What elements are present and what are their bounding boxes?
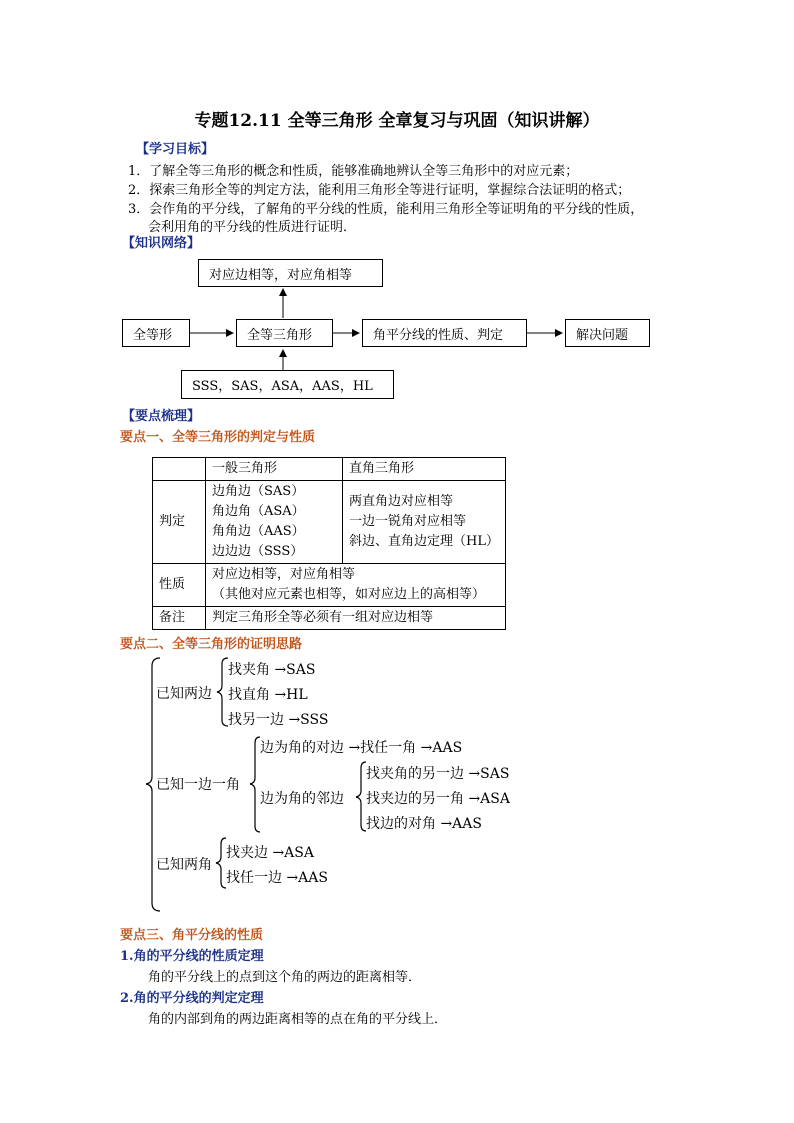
table-header-cell: 直角三角形 (343, 458, 506, 481)
brace-adjacent (356, 762, 366, 831)
brace-two-sides (217, 658, 228, 726)
proof-group-two-angles: 已知两角 (156, 857, 212, 873)
theorem-text: 角的内部到角的两边距离相等的点在角的平分线上． (148, 1012, 448, 1027)
network-box-right1: 角平分线的性质、判定 (362, 319, 527, 347)
brace-side-angle (250, 737, 260, 832)
network-heading: 【知识网络】 (122, 236, 201, 251)
proof-item: 找夹边的另一角 →ASA (366, 791, 510, 807)
goal-item: 会利用角的平分线的性质进行证明． (148, 220, 357, 235)
table-cell: 两直角边对应相等 一边一锐角对应相等 斜边、直角边定理（HL） (343, 481, 506, 564)
proof-group-two-sides: 已知两边 (156, 686, 212, 702)
theorem-heading: 2.角的平分线的判定定理 (120, 991, 264, 1006)
theorem-heading: 1.角的平分线的性质定理 (120, 949, 264, 964)
proof-item: 找夹边 →ASA (226, 845, 314, 861)
proof-item: 找任一边 →AAS (226, 870, 328, 886)
proof-group-side-angle: 已知一边一角 (156, 777, 240, 793)
proof-item: 边为角的对边 →找任一角 →AAS (260, 740, 463, 756)
table-cell: 判定三角形全等必须有一组对应边相等 (206, 607, 506, 630)
network-box-right2: 解决问题 (565, 319, 650, 347)
network-box-left: 全等形 (122, 319, 190, 347)
proof-item: 找夹角 →SAS (228, 662, 316, 678)
table-cell: 边角边（SAS） 角边角（ASA） 角角边（AAS） 边边边（SSS） (206, 481, 343, 564)
proof-item: 找夹角的另一边 →SAS (366, 766, 510, 782)
goal-item: 1．了解全等三角形的概念和性质，能够准确地辨认全等三角形中的对应元素； (128, 164, 579, 179)
proof-subgroup-adjacent: 边为角的邻边 (260, 791, 344, 807)
brace-two-angles (216, 838, 226, 888)
point3-heading: 要点三、角平分线的性质 (120, 928, 264, 943)
point2-heading: 要点二、全等三角形的证明思路 (120, 637, 303, 652)
table-cell: 对应边相等，对应角相等 （其他对应元素也相等，如对应边上的高相等） (206, 564, 506, 607)
proof-item: 找边的对角 →AAS (366, 816, 482, 832)
table-header-cell: 一般三角形 (206, 458, 343, 481)
network-box-bottom: SSS，SAS，ASA，AAS，HL (181, 370, 394, 399)
summary-heading: 【要点梳理】 (122, 409, 201, 424)
point1-heading: 要点一、全等三角形的判定与性质 (120, 430, 316, 445)
row-label: 性质 (153, 564, 206, 607)
row-label: 判定 (153, 481, 206, 564)
network-box-top: 对应边相等，对应角相等 (198, 259, 383, 287)
page-title: 专题12.11 全等三角形 全章复习与巩固（知识讲解） (194, 111, 600, 131)
goal-item: 3．会作角的平分线，了解角的平分线的性质，能利用三角形全等证明角的平分线的性质， (128, 202, 644, 217)
network-box-center: 全等三角形 (236, 319, 333, 347)
row-label: 备注 (153, 607, 206, 630)
theorem-text: 角的平分线上的点到这个角的两边的距离相等． (148, 970, 422, 985)
proof-item: 找另一边 →SSS (228, 712, 329, 728)
proof-item: 找直角 →HL (228, 687, 308, 703)
goal-item: 2．探索三角形全等的判定方法，能利用三角形全等进行证明，掌握综合法证明的格式； (128, 183, 631, 198)
goals-heading: 【学习目标】 (136, 142, 215, 157)
